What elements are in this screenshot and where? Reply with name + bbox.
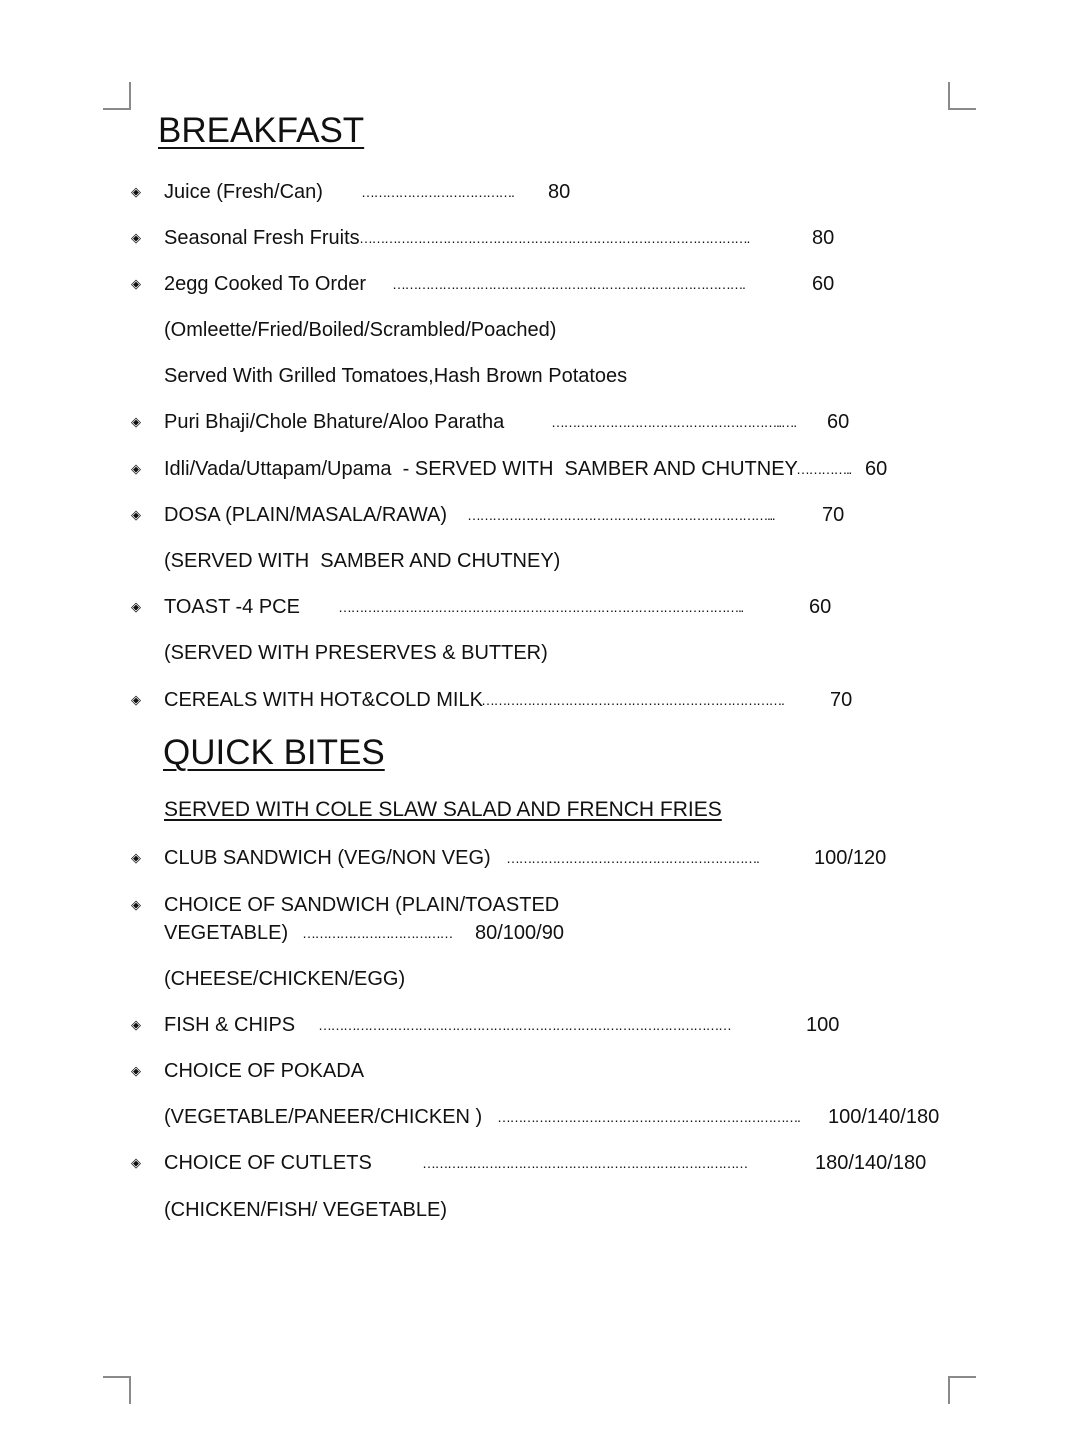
pokada-options-line: [164, 1105, 940, 1129]
pokada-options: (VEGETABLE/PANEER/CHICKEN ): [164, 1106, 483, 1128]
crop-mark-top-left-h: [103, 108, 131, 110]
item-name: Seasonal Fresh Fruits: [164, 227, 360, 249]
price-leader: ……………………………………………………………….: [497, 1109, 800, 1125]
item-name: 2egg Cooked To Order: [164, 273, 366, 295]
price-leader: ………………………………………………………………...: [467, 507, 775, 523]
menu-item: [164, 1059, 364, 1083]
item-price: 80: [548, 181, 571, 203]
item-price: 100/120: [814, 847, 887, 869]
menu-item: [164, 846, 887, 870]
item-name: CHOICE OF POKADA: [164, 1060, 365, 1082]
toast-served-note: (SERVED WITH PRESERVES & BUTTER): [164, 642, 548, 664]
bullet-icon: ◈: [131, 276, 141, 291]
bullet-icon: ◈: [131, 599, 141, 614]
price-leader: ………………………………………………..….: [551, 414, 796, 430]
price-leader: ……………………………………………………………………………………..: [338, 599, 743, 615]
price-leader: …………..: [796, 461, 851, 477]
crop-mark-bottom-right: [948, 1376, 950, 1404]
item-price: 100: [806, 1014, 840, 1036]
bullet-icon: ◈: [131, 414, 141, 429]
breakfast-heading: BREAKFAST: [158, 111, 365, 150]
item-name: TOAST -4 PCE: [164, 596, 300, 618]
bullet-icon: ◈: [131, 850, 141, 865]
price-leader: ………………………………: [302, 925, 452, 941]
sandwich-fillings-note: (CHEESE/CHICKEN/EGG): [164, 968, 406, 990]
crop-mark-top-right: [948, 82, 950, 110]
quick-bites-subtitle: SERVED WITH COLE SLAW SALAD AND FRENCH FRIES: [164, 798, 722, 821]
menu-item: [164, 1013, 840, 1037]
price-leader: ……………………………………………………………………: [422, 1155, 747, 1171]
bullet-icon: ◈: [131, 507, 141, 522]
menu-item: [164, 893, 559, 917]
item-name: Puri Bhaji/Chole Bhature/Aloo Paratha: [164, 411, 505, 433]
menu-item: [164, 503, 845, 527]
price-leader: ………………………………………………………………………………………: [318, 1017, 731, 1033]
bullet-icon: ◈: [131, 1155, 141, 1170]
menu-item: [164, 457, 888, 481]
item-price: 70: [830, 689, 853, 711]
item-price: 60: [809, 596, 832, 618]
item-price: 60: [827, 411, 850, 433]
bullet-icon: ◈: [131, 230, 141, 245]
menu-item: [164, 1151, 927, 1175]
menu-item: [164, 410, 850, 434]
menu-item: [164, 180, 571, 204]
menu-item-continued: [164, 921, 564, 945]
crop-mark-bottom-right-h: [948, 1376, 976, 1378]
dosa-served-note: (SERVED WITH SAMBER AND CHUTNEY): [164, 550, 561, 572]
crop-mark-top-right-h: [948, 108, 976, 110]
item-name: FISH & CHIPS: [164, 1014, 296, 1036]
item-name: CLUB SANDWICH (VEG/NON VEG): [164, 847, 491, 869]
item-name: CEREALS WITH HOT&COLD MILK: [164, 689, 483, 711]
bullet-icon: ◈: [131, 184, 141, 199]
item-price: 80/100/90: [475, 922, 564, 944]
menu-item: [164, 595, 832, 619]
cutlet-options-note: (CHICKEN/FISH/ VEGETABLE): [164, 1199, 448, 1221]
item-name: Idli/Vada/Uttapam/Upama - SERVED WITH SAMBER AND CHUTNEY: [164, 458, 798, 480]
menu-item: [164, 688, 853, 712]
price-leader: ………………………………………………………………………………….: [359, 230, 749, 246]
menu-item: [164, 226, 835, 250]
price-leader: …………………………………………………….: [506, 850, 759, 866]
menu-item: [164, 272, 835, 296]
item-name-line2: VEGETABLE): [164, 922, 289, 944]
item-price: 100/140/180: [828, 1106, 940, 1128]
item-name: CHOICE OF CUTLETS: [164, 1152, 372, 1174]
bullet-icon: ◈: [131, 897, 141, 912]
bullet-icon: ◈: [131, 1063, 141, 1078]
price-leader: ………………………………………………………………………….: [392, 276, 745, 292]
egg-served-note: Served With Grilled Tomatoes,Hash Brown Potatoes: [164, 365, 628, 387]
bullet-icon: ◈: [131, 692, 141, 707]
item-name: CHOICE OF SANDWICH (PLAIN/TOASTED: [164, 894, 560, 916]
bullet-icon: ◈: [131, 1017, 141, 1032]
crop-mark-bottom-left: [129, 1376, 131, 1404]
item-name: DOSA (PLAIN/MASALA/RAWA): [164, 504, 448, 526]
item-price: 60: [865, 458, 888, 480]
price-leader: ……………………………………………………………….: [481, 692, 784, 708]
egg-styles-note: (Omleette/Fried/Boiled/Scrambled/Poached): [164, 319, 557, 341]
crop-mark-bottom-left-h: [103, 1376, 131, 1378]
item-price: 70: [822, 504, 845, 526]
quick-bites-heading: QUICK BITES: [163, 733, 385, 772]
crop-mark-top-left: [129, 82, 131, 110]
item-price: 60: [812, 273, 835, 295]
price-leader: ……………………………….: [361, 184, 514, 200]
item-name: Juice (Fresh/Can): [164, 181, 323, 203]
bullet-icon: ◈: [131, 461, 141, 476]
item-price: 180/140/180: [815, 1152, 927, 1174]
item-price: 80: [812, 227, 835, 249]
